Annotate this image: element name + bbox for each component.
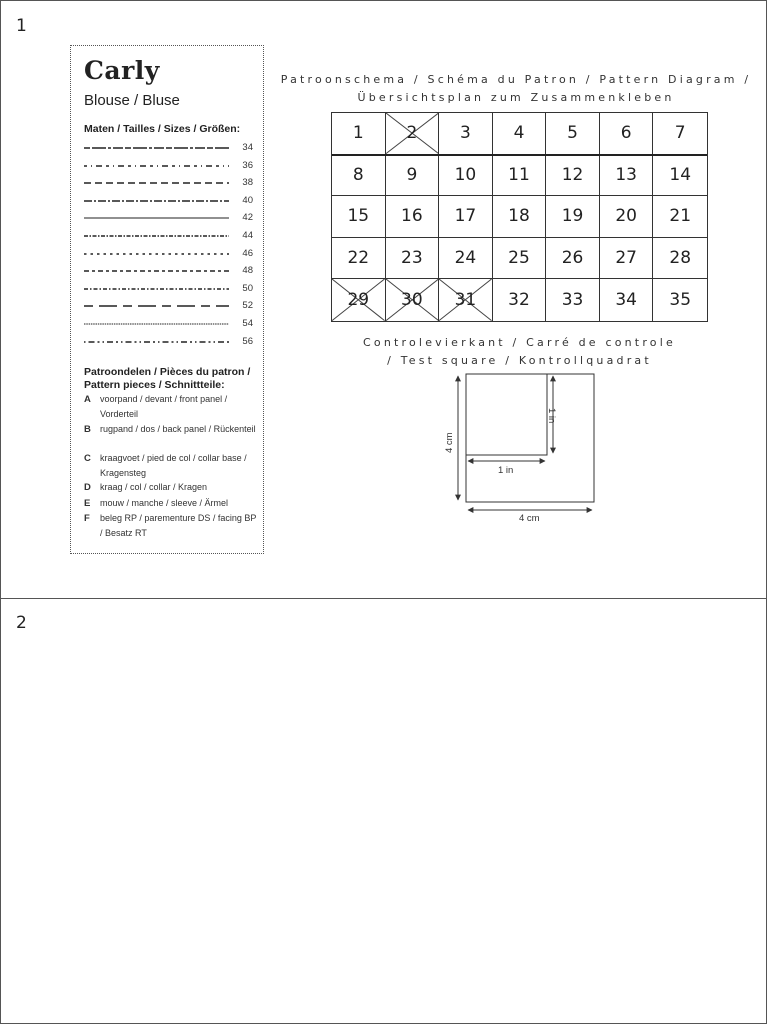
grid-cell-5 (546, 113, 600, 155)
grid-cell-number: 2 (406, 123, 418, 144)
grid-cell-number: 35 (669, 290, 692, 311)
size-number: 44 (242, 230, 253, 241)
piece-description: mouw / manche / sleeve / Ärmel (100, 498, 229, 508)
size-line-style (84, 196, 230, 206)
grid-cell-number: 19 (561, 206, 584, 227)
size-number: 50 (242, 282, 253, 294)
grid-cell-20 (600, 196, 654, 238)
size-line-style (84, 319, 230, 329)
grid-cell-number: 20 (615, 206, 637, 227)
size-line-style (84, 249, 230, 259)
grid-cell-number: 14 (669, 164, 692, 185)
size-line-style (84, 301, 230, 311)
size-row-42 (84, 212, 259, 226)
grid-cell-17 (439, 196, 493, 238)
grid-cell-13 (600, 155, 654, 197)
size-number: 34 (242, 142, 253, 153)
grid-cell-15 (332, 196, 386, 238)
pattern-info-card (70, 45, 264, 554)
size-line-style (84, 213, 230, 223)
size-line-style (84, 143, 230, 153)
piece-description: kraag / col / collar / Kragen (100, 482, 208, 492)
grid-cell-number: 6 (620, 123, 632, 144)
grid-cell-26 (546, 238, 600, 280)
grid-cell-25 (493, 238, 547, 280)
grid-cell-number: 32 (508, 290, 530, 311)
size-row-50 (84, 283, 259, 297)
size-number: 46 (242, 247, 253, 259)
grid-cell-number: 27 (615, 248, 637, 269)
piece-letter: F (84, 513, 90, 524)
grid-cell-number: 15 (347, 206, 370, 227)
grid-cell-number: 26 (561, 248, 584, 269)
pattern-title: Carly (84, 56, 160, 85)
piece-description: rugpand / dos / back panel / Rückenteil (100, 424, 256, 434)
size-number: 52 (242, 300, 253, 312)
pattern-subtitle: Blouse / Bluse (84, 92, 180, 109)
grid-cell-12 (546, 155, 600, 197)
grid-cell-number: 31 (454, 290, 477, 311)
page-number: 2 (16, 613, 27, 633)
grid-cell-number: 3 (460, 123, 471, 144)
size-line-style (84, 161, 230, 171)
size-number: 48 (242, 265, 253, 277)
pattern-page-2 (0, 598, 767, 1024)
test-square-4cm (466, 374, 594, 502)
test-square-title (331, 334, 708, 370)
grid-cell-number: 18 (508, 206, 530, 227)
label-1in-vertical: 1 in (546, 408, 557, 424)
pattern-diagram-title (273, 71, 759, 107)
size-number: 40 (242, 194, 253, 206)
grid-cell-35 (653, 279, 707, 321)
grid-cell-number: 17 (454, 206, 477, 227)
grid-cell-4 (493, 113, 547, 155)
grid-cell-23 (386, 238, 440, 280)
piece-description: beleg RP / parementure DS / facing BP / Besatz RT (100, 513, 257, 538)
grid-cell-29 (332, 279, 386, 321)
label-4cm-horizontal: 4 cm (519, 513, 540, 524)
size-row-38 (84, 177, 259, 191)
grid-cell-7 (653, 113, 707, 155)
size-number: 38 (242, 177, 253, 189)
size-line-style (84, 284, 230, 294)
grid-cell-number: 5 (567, 123, 578, 144)
grid-cell-11 (493, 155, 547, 197)
size-line-style (84, 266, 230, 276)
grid-cell-number: 30 (401, 290, 423, 311)
grid-cell-31 (439, 279, 493, 321)
size-row-54 (84, 318, 259, 332)
grid-cell-number: 9 (406, 164, 418, 185)
label-4cm-vertical: 4 cm (444, 432, 455, 453)
grid-cell-27 (600, 238, 654, 280)
grid-cell-number: 4 (513, 123, 525, 144)
grid-cell-number: 24 (454, 248, 477, 269)
grid-cell-6 (600, 113, 654, 155)
grid-cell-28 (653, 238, 707, 280)
size-row-40 (84, 195, 259, 209)
size-row-56 (84, 336, 259, 350)
grid-cell-22 (332, 238, 386, 280)
test-square-title-line1: Controlevierkant / Carré de controle (363, 336, 676, 349)
grid-cell-3 (439, 113, 493, 155)
pattern-diagram-title-line2: Übersichtsplan zum Zusammenkleben (357, 91, 675, 104)
grid-cell-number: 12 (561, 164, 584, 185)
size-line-style (84, 231, 230, 241)
grid-cell-number: 21 (669, 206, 692, 227)
sizes-heading: Maten / Tailles / Sizes / Größen: (84, 123, 241, 135)
grid-cell-21 (653, 196, 707, 238)
grid-cell-32 (493, 279, 547, 321)
grid-cell-number: 23 (401, 248, 423, 269)
test-square-1in (466, 374, 547, 455)
grid-cell-number: 33 (561, 290, 584, 311)
grid-cell-number: 28 (669, 248, 692, 269)
size-line-style (84, 337, 230, 347)
page-number: 1 (16, 16, 27, 36)
grid-cell-1 (332, 113, 386, 155)
grid-cell-number: 13 (615, 164, 637, 185)
grid-cell-9 (386, 155, 440, 197)
label-1in-horizontal: 1 in (498, 465, 514, 476)
piece-letter: D (84, 482, 91, 493)
size-row-48 (84, 265, 259, 279)
size-number: 54 (242, 318, 253, 329)
grid-cell-number: 16 (401, 206, 423, 227)
grid-cell-number: 25 (508, 248, 530, 269)
size-line-style (84, 178, 230, 188)
piece-letter: B (84, 424, 91, 435)
grid-cell-18 (493, 196, 547, 238)
grid-cell-number: 10 (454, 164, 477, 185)
size-number: 56 (242, 335, 253, 347)
grid-cell-14 (653, 155, 707, 197)
size-number: 36 (242, 159, 253, 171)
piece-description: kraagvoet / pied de col / collar base / Kragensteg (100, 453, 247, 478)
pieces-heading: Patroondelen / Pièces du patron / Pattern pieces / Schnittteile: (84, 366, 251, 391)
grid-cell-33 (546, 279, 600, 321)
grid-cell-16 (386, 196, 440, 238)
grid-cell-number: 7 (674, 123, 686, 144)
grid-cell-number: 34 (615, 290, 637, 311)
grid-cell-10 (439, 155, 493, 197)
grid-cell-number: 11 (508, 164, 530, 185)
size-row-46 (84, 248, 259, 262)
size-row-44 (84, 230, 259, 244)
grid-cell-number: 8 (352, 164, 364, 185)
grid-cell-number: 22 (347, 248, 370, 269)
grid-cell-number: 1 (352, 123, 364, 144)
piece-description: voorpand / devant / front panel / Vorderteil (100, 394, 228, 419)
test-square-drawing (437, 369, 607, 521)
grid-cell-8 (332, 155, 386, 197)
test-square-title-line2: / Test square / Kontrollquadrat (387, 354, 652, 367)
grid-cell-number: 29 (347, 290, 370, 311)
piece-letter: E (84, 498, 91, 509)
grid-cell-19 (546, 196, 600, 238)
pattern-diagram-grid (331, 112, 708, 322)
pattern-diagram-title-line1: Patroonschema / Schéma du Patron / Pattern Diagram / (280, 73, 752, 86)
piece-letter: C (84, 453, 91, 464)
size-row-52 (84, 300, 259, 314)
grid-cell-30 (386, 279, 440, 321)
size-number: 42 (242, 212, 253, 224)
piece-letter: A (84, 394, 91, 405)
size-row-34 (84, 142, 259, 156)
grid-cell-34 (600, 279, 654, 321)
grid-cell-24 (439, 238, 493, 280)
size-row-36 (84, 160, 259, 174)
grid-cell-2 (386, 113, 440, 155)
